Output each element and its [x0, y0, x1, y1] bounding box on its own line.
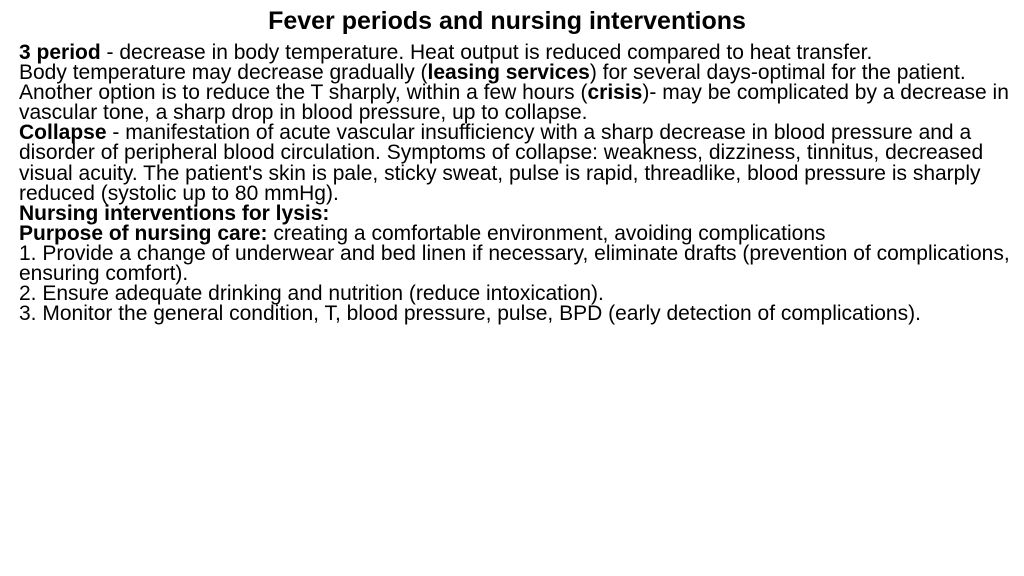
paragraph-purpose [19, 221, 1014, 245]
paragraph-text: creating a comfortable environment, avoiding complications [267, 221, 826, 245]
slide-body [19, 43, 1014, 324]
bold-term: Nursing interventions for lysis: [19, 201, 330, 225]
paragraph-text: - decrease in body temperature. Heat output is reduced compared to heat transfer. [100, 41, 873, 64]
paragraph-gradual-decrease [19, 63, 1014, 83]
bold-term: crisis [587, 81, 643, 105]
paragraph-text: - manifestation of acute vascular insufficiency with a sharp decrease in blood pressure and a disorder of peripheral blood circulation. Symptoms of collapse: weakness, dizziness, tinnitus, decreased visual acuity. The patient's skin is pale, sticky sweat, pulse is rapid, threadlike, blood pressure is sharply reduced (systolic up to 80 mmHg). [19, 121, 984, 205]
list-item: 3. Monitor the general condition, T, blood pressure, pulse, BPD (early detection of complications). [19, 302, 921, 326]
paragraph-text: Body temperature may decrease gradually ( [19, 61, 428, 85]
paragraph-text: Another option is to reduce the T sharply, within a few hours ( [19, 81, 588, 105]
list-item: 2. Ensure adequate drinking and nutrition (reduce intoxication). [19, 282, 604, 306]
bold-term: Collapse [19, 121, 107, 145]
paragraph-crisis [19, 83, 1014, 123]
bold-term: 3 period [19, 41, 101, 64]
paragraph-text: )- may be complicated by a decrease in vascular tone, a sharp drop in blood pressure, up to collapse. [19, 81, 1009, 125]
paragraph-third-period [19, 43, 1014, 63]
paragraph-text: ) for several days-optimal for the patient. [589, 61, 966, 85]
slide-title: Fever periods and nursing interventions [268, 7, 746, 35]
bold-term: Purpose of nursing care: [19, 221, 268, 245]
heading-nursing-interventions [19, 201, 1014, 225]
paragraph-collapse [19, 123, 1014, 203]
bold-term: leasing services [427, 61, 590, 85]
list-item: 1. Provide a change of underwear and bed linen if necessary, eliminate drafts (prevention of complications, ensuring comfort). [19, 241, 1010, 286]
